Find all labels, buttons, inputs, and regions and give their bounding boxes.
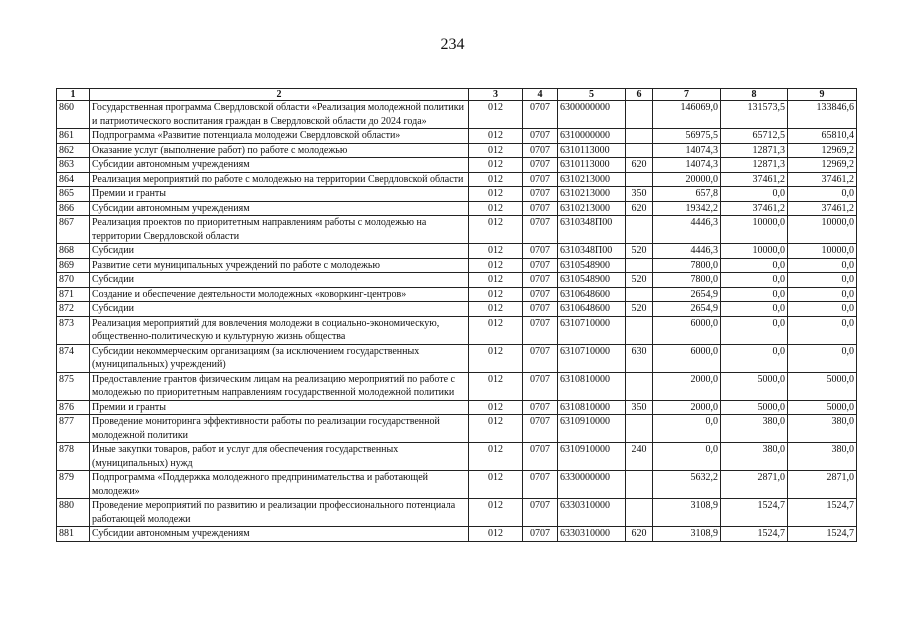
amount-year3-cell: 0,0 [788,302,857,317]
section-code-cell: 0707 [523,143,558,158]
amount-year1-cell: 7800,0 [653,273,721,288]
row-number-cell: 880 [57,499,90,527]
expense-type-cell: 520 [626,302,653,317]
amount-year2-cell: 131573,5 [721,101,788,129]
ministry-code-cell: 012 [469,273,523,288]
section-code-cell: 0707 [523,258,558,273]
amount-year3-cell: 0,0 [788,344,857,372]
item-name-cell: Субсидии [90,244,469,259]
amount-year1-cell: 3108,9 [653,499,721,527]
section-code-cell: 0707 [523,201,558,216]
expense-type-cell: 520 [626,273,653,288]
amount-year2-cell: 0,0 [721,287,788,302]
expense-type-cell: 350 [626,400,653,415]
amount-year1-cell: 2654,9 [653,287,721,302]
header-cell: 1 [57,89,90,101]
row-number-cell: 878 [57,443,90,471]
item-name-cell: Премии и гранты [90,400,469,415]
row-number-cell: 881 [57,527,90,542]
amount-year1-cell: 0,0 [653,415,721,443]
row-number-cell: 870 [57,273,90,288]
ministry-code-cell: 012 [469,443,523,471]
header-cell: 9 [788,89,857,101]
target-article-cell: 6310710000 [558,316,626,344]
table-row [57,527,857,542]
row-number-cell: 866 [57,201,90,216]
amount-year1-cell: 19342,2 [653,201,721,216]
item-name-cell: Подпрограмма «Развитие потенциала молодежи Свердловской области» [90,129,469,144]
amount-year2-cell: 0,0 [721,302,788,317]
row-number-cell: 873 [57,316,90,344]
item-name-cell: Государственная программа Свердловской области «Реализация молодежной политики и патриотического воспитания граждан в Свердловской области до 2024 года» [90,101,469,129]
ministry-code-cell: 012 [469,101,523,129]
header-cell: 3 [469,89,523,101]
amount-year3-cell: 0,0 [788,258,857,273]
amount-year2-cell: 12871,3 [721,143,788,158]
section-code-cell: 0707 [523,129,558,144]
item-name-cell: Проведение мероприятий по развитию и реализации профессионального потенциала работающей молодежи [90,499,469,527]
expense-type-cell: 240 [626,443,653,471]
section-code-cell: 0707 [523,344,558,372]
expense-type-cell: 620 [626,527,653,542]
ministry-code-cell: 012 [469,287,523,302]
amount-year2-cell: 37461,2 [721,201,788,216]
amount-year3-cell: 0,0 [788,316,857,344]
table-row [57,187,857,202]
table-row [57,258,857,273]
amount-year1-cell: 2654,9 [653,302,721,317]
item-name-cell: Создание и обеспечение деятельности молодежных «коворкинг-центров» [90,287,469,302]
amount-year2-cell: 10000,0 [721,244,788,259]
item-name-cell: Реализация мероприятий для вовлечения молодежи в социально-экономическую, общественно-политическую и культурную жизнь общества [90,316,469,344]
expense-type-cell: 620 [626,158,653,173]
amount-year3-cell: 0,0 [788,187,857,202]
section-code-cell: 0707 [523,415,558,443]
amount-year3-cell: 5000,0 [788,372,857,400]
ministry-code-cell: 012 [469,143,523,158]
table-row [57,201,857,216]
header-cell: 6 [626,89,653,101]
expense-type-cell: 520 [626,244,653,259]
amount-year3-cell: 37461,2 [788,201,857,216]
table-row [57,471,857,499]
row-number-cell: 867 [57,216,90,244]
target-article-cell: 6310000000 [558,129,626,144]
target-article-cell: 6310113000 [558,143,626,158]
expense-type-cell [626,415,653,443]
section-code-cell: 0707 [523,158,558,173]
amount-year1-cell: 5632,2 [653,471,721,499]
expense-type-cell [626,101,653,129]
item-name-cell: Субсидии автономным учреждениям [90,201,469,216]
row-number-cell: 879 [57,471,90,499]
table-row [57,143,857,158]
amount-year2-cell: 0,0 [721,187,788,202]
row-number-cell: 864 [57,172,90,187]
target-article-cell: 6310348П00 [558,216,626,244]
ministry-code-cell: 012 [469,316,523,344]
expense-type-cell [626,471,653,499]
item-name-cell: Развитие сети муниципальных учреждений по работе с молодежью [90,258,469,273]
table-row [57,443,857,471]
target-article-cell: 6310213000 [558,172,626,187]
section-code-cell: 0707 [523,244,558,259]
item-name-cell: Премии и гранты [90,187,469,202]
amount-year2-cell: 380,0 [721,443,788,471]
item-name-cell: Субсидии некоммерческим организациям (за исключением государственных (муниципальных) учреждений) [90,344,469,372]
table-row [57,372,857,400]
amount-year1-cell: 2000,0 [653,400,721,415]
amount-year1-cell: 3108,9 [653,527,721,542]
table-row [57,158,857,173]
amount-year1-cell: 14074,3 [653,158,721,173]
target-article-cell: 6310810000 [558,372,626,400]
ministry-code-cell: 012 [469,415,523,443]
amount-year1-cell: 20000,0 [653,172,721,187]
table-row [57,287,857,302]
amount-year2-cell: 5000,0 [721,372,788,400]
expense-type-cell [626,499,653,527]
header-row [57,89,857,101]
expense-type-cell [626,172,653,187]
amount-year1-cell: 7800,0 [653,258,721,273]
row-number-cell: 862 [57,143,90,158]
target-article-cell: 6310213000 [558,201,626,216]
item-name-cell: Оказание услуг (выполнение работ) по работе с молодежью [90,143,469,158]
ministry-code-cell: 012 [469,201,523,216]
amount-year1-cell: 6000,0 [653,344,721,372]
table-row [57,415,857,443]
expense-type-cell: 350 [626,187,653,202]
amount-year2-cell: 5000,0 [721,400,788,415]
amount-year3-cell: 380,0 [788,443,857,471]
section-code-cell: 0707 [523,273,558,288]
amount-year3-cell: 12969,2 [788,143,857,158]
target-article-cell: 6310710000 [558,344,626,372]
target-article-cell: 6330000000 [558,471,626,499]
ministry-code-cell: 012 [469,129,523,144]
ministry-code-cell: 012 [469,344,523,372]
header-cell: 5 [558,89,626,101]
amount-year2-cell: 0,0 [721,344,788,372]
section-code-cell: 0707 [523,372,558,400]
amount-year1-cell: 2000,0 [653,372,721,400]
table-row [57,244,857,259]
amount-year2-cell: 10000,0 [721,216,788,244]
target-article-cell: 6310548900 [558,258,626,273]
target-article-cell: 6310548900 [558,273,626,288]
expense-type-cell [626,372,653,400]
target-article-cell: 6300000000 [558,101,626,129]
item-name-cell: Иные закупки товаров, работ и услуг для обеспечения государственных (муниципальных) нужд [90,443,469,471]
expense-type-cell: 630 [626,344,653,372]
expense-type-cell [626,316,653,344]
ministry-code-cell: 012 [469,244,523,259]
section-code-cell: 0707 [523,499,558,527]
amount-year2-cell: 12871,3 [721,158,788,173]
ministry-code-cell: 012 [469,172,523,187]
header-cell: 4 [523,89,558,101]
table-row [57,216,857,244]
item-name-cell: Проведение мониторинга эффективности работы по реализации государственной молодежной политики [90,415,469,443]
item-name-cell: Предоставление грантов физическим лицам на реализацию мероприятий по работе с молодежью по приоритетным направлениям государственной молодежной политики [90,372,469,400]
section-code-cell: 0707 [523,101,558,129]
table-row [57,344,857,372]
target-article-cell: 6330310000 [558,527,626,542]
section-code-cell: 0707 [523,316,558,344]
section-code-cell: 0707 [523,172,558,187]
amount-year2-cell: 65712,5 [721,129,788,144]
row-number-cell: 863 [57,158,90,173]
row-number-cell: 865 [57,187,90,202]
page-number: 234 [440,36,465,53]
amount-year3-cell: 37461,2 [788,172,857,187]
ministry-code-cell: 012 [469,471,523,499]
section-code-cell: 0707 [523,443,558,471]
section-code-cell: 0707 [523,400,558,415]
header-cell: 8 [721,89,788,101]
table-row [57,101,857,129]
amount-year2-cell: 2871,0 [721,471,788,499]
item-name-cell: Субсидии [90,302,469,317]
row-number-cell: 861 [57,129,90,144]
amount-year2-cell: 37461,2 [721,172,788,187]
amount-year1-cell: 657,8 [653,187,721,202]
amount-year3-cell: 0,0 [788,273,857,288]
amount-year3-cell: 133846,6 [788,101,857,129]
amount-year2-cell: 0,0 [721,258,788,273]
budget-table [56,88,857,542]
amount-year3-cell: 2871,0 [788,471,857,499]
item-name-cell: Реализация мероприятий по работе с молодежью на территории Свердловской области [90,172,469,187]
item-name-cell: Субсидии [90,273,469,288]
expense-type-cell [626,258,653,273]
table-row [57,172,857,187]
table-row [57,400,857,415]
ministry-code-cell: 012 [469,527,523,542]
expense-type-cell [626,129,653,144]
table-row [57,499,857,527]
amount-year1-cell: 6000,0 [653,316,721,344]
target-article-cell: 6310113000 [558,158,626,173]
amount-year2-cell: 380,0 [721,415,788,443]
row-number-cell: 876 [57,400,90,415]
expense-type-cell [626,143,653,158]
target-article-cell: 6310910000 [558,415,626,443]
section-code-cell: 0707 [523,187,558,202]
amount-year3-cell: 10000,0 [788,244,857,259]
expense-type-cell [626,216,653,244]
amount-year3-cell: 65810,4 [788,129,857,144]
amount-year3-cell: 1524,7 [788,527,857,542]
target-article-cell: 6310810000 [558,400,626,415]
target-article-cell: 6310213000 [558,187,626,202]
table-row [57,316,857,344]
section-code-cell: 0707 [523,216,558,244]
ministry-code-cell: 012 [469,216,523,244]
amount-year1-cell: 14074,3 [653,143,721,158]
amount-year2-cell: 0,0 [721,273,788,288]
ministry-code-cell: 012 [469,158,523,173]
header-cell: 7 [653,89,721,101]
amount-year3-cell: 12969,2 [788,158,857,173]
amount-year1-cell: 4446,3 [653,216,721,244]
section-code-cell: 0707 [523,302,558,317]
section-code-cell: 0707 [523,527,558,542]
row-number-cell: 860 [57,101,90,129]
target-article-cell: 6310910000 [558,443,626,471]
ministry-code-cell: 012 [469,187,523,202]
item-name-cell: Подпрограмма «Поддержка молодежного предпринимательства и работающей молодежи» [90,471,469,499]
amount-year2-cell: 0,0 [721,316,788,344]
target-article-cell: 6330310000 [558,499,626,527]
row-number-cell: 869 [57,258,90,273]
row-number-cell: 868 [57,244,90,259]
amount-year1-cell: 146069,0 [653,101,721,129]
item-name-cell: Субсидии автономным учреждениям [90,527,469,542]
row-number-cell: 874 [57,344,90,372]
ministry-code-cell: 012 [469,400,523,415]
table-row [57,129,857,144]
target-article-cell: 6310348П00 [558,244,626,259]
ministry-code-cell: 012 [469,258,523,273]
amount-year3-cell: 0,0 [788,287,857,302]
section-code-cell: 0707 [523,471,558,499]
amount-year3-cell: 10000,0 [788,216,857,244]
expense-type-cell: 620 [626,201,653,216]
expense-type-cell [626,287,653,302]
row-number-cell: 871 [57,287,90,302]
table-row [57,273,857,288]
section-code-cell: 0707 [523,287,558,302]
amount-year2-cell: 1524,7 [721,499,788,527]
ministry-code-cell: 012 [469,499,523,527]
amount-year3-cell: 1524,7 [788,499,857,527]
target-article-cell: 6310648600 [558,302,626,317]
item-name-cell: Реализация проектов по приоритетным направлениям работы с молодежью на территории Свердловской области [90,216,469,244]
row-number-cell: 872 [57,302,90,317]
table-row [57,302,857,317]
amount-year1-cell: 56975,5 [653,129,721,144]
row-number-cell: 875 [57,372,90,400]
amount-year2-cell: 1524,7 [721,527,788,542]
target-article-cell: 6310648600 [558,287,626,302]
header-cell: 2 [90,89,469,101]
amount-year1-cell: 0,0 [653,443,721,471]
amount-year3-cell: 380,0 [788,415,857,443]
item-name-cell: Субсидии автономным учреждениям [90,158,469,173]
amount-year3-cell: 5000,0 [788,400,857,415]
ministry-code-cell: 012 [469,372,523,400]
row-number-cell: 877 [57,415,90,443]
ministry-code-cell: 012 [469,302,523,317]
amount-year1-cell: 4446,3 [653,244,721,259]
